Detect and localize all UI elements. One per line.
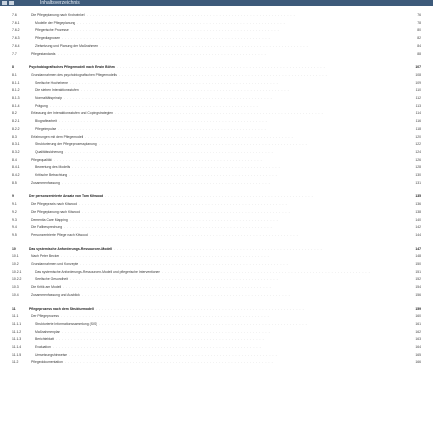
toc-dot-leader: . . . . . . . . . . . . . . . . . . . . . . . . . . . . . . . . . . . . . . . . . . . . . . . . . . . . . . . . . . . . . . . . . . . . (62, 180, 271, 185)
toc-entry-title: Pflegeimpulse (35, 126, 57, 131)
toc-dot-leader: . . . . . . . . . . . . . . . . . . . . . . . . . . . . . . . . . . . . . . . . . . . . . . . . . . . . . . . . . . . . . . . . . . . . (70, 277, 279, 282)
toc-entry[interactable] (12, 126, 421, 132)
toc-entry-title: Die Kritik am Modell (31, 285, 62, 290)
toc-entry-page: 126 (415, 157, 421, 162)
toc-entry-title: Bewertung des Modells (35, 165, 71, 170)
toc-entry[interactable] (12, 164, 421, 170)
toc-entry-page: 131 (415, 180, 421, 185)
toc-dot-leader: . . . . . . . . . . . . . . . . . . . . . . . . . . . . . . . . . . . . . . . . . . . . . . . . . . . . . . . . . . . . . . . . . . . . (69, 173, 278, 177)
toc-entry-title: Grundannahmen des psychobiografischen Pflegemodells (31, 72, 117, 77)
toc-entry[interactable] (12, 201, 421, 207)
toc-entry-number: 10.2.1 (12, 269, 22, 274)
toc-entry-page: 154 (415, 285, 421, 290)
toc-dot-leader: . . . . . . . . . . . . . . . . . . . . . . . . . . . . . . . . . . . . . . . . . . . . . . . . . . . . . . . . . . . . . . . . . . . . (99, 321, 308, 326)
toc-entry[interactable] (12, 95, 421, 101)
toc-entry[interactable] (12, 180, 421, 186)
toc-entry-number: 8.2.1 (12, 119, 20, 124)
toc-entry-number: 11.1.3 (12, 337, 22, 342)
toc-dot-leader: . . . . . . . . . . . . . . . . . . . . . . . . . . . . . . . . . . . . . . . . . . . . . . . . . . . . . . . . . . . . . . . . . . . . (53, 345, 262, 349)
toc-entry[interactable] (12, 72, 421, 78)
toc-entry-page: 150 (415, 262, 421, 266)
toc-entry[interactable] (12, 118, 421, 124)
toc-entry-title: Erfahrungen mit dem Pflegemodell (31, 134, 84, 139)
toc-dot-leader: . . . . . . . . . . . . . . . . . . . . . . . . . . . . . . . . . . . . . . . . . . . . . . . . . . . . . . . . . . . . . . . . . . . . (50, 103, 259, 108)
toc-entry[interactable] (12, 329, 421, 335)
toc-entry-title: Kritische Betrachtung (35, 173, 68, 177)
toc-entry[interactable] (12, 269, 421, 275)
toc-entry-page: 162 (415, 329, 421, 334)
toc-entry[interactable] (12, 284, 421, 290)
toc-dot-leader: . . . . . . . . . . . . . . . . . . . . . . . . . . . . . . . . . . . . . . . . . . . . . . . . . . . . . . . . . . . . . . . . . . . . (162, 269, 371, 274)
toc-entry-number: 10.4 (12, 292, 19, 297)
toc-entry[interactable] (12, 172, 421, 178)
toc-entry[interactable] (12, 80, 421, 86)
toc-entry-title: Dementia Care Mapping (31, 217, 68, 222)
toc-entry-page: 166 (415, 360, 421, 365)
window-titlebar (0, 0, 433, 6)
toc-entry-number: 8.1.2 (12, 88, 20, 93)
toc-entry-title: Seelische Hochebene (35, 80, 68, 85)
toc-entry-title: Die Pflegepraxis nach Kitwood (31, 202, 77, 207)
toc-entry-page: 82 (417, 36, 421, 41)
toc-dot-leader: . . . . . . . . . . . . . . . . . . . . . . . . . . . . . . . . . . . . . . . . . . . . . . . . . . . . . . . . . . . . . . . . . . . . (62, 329, 271, 334)
toc-entry-number: 7.6.2 (12, 28, 20, 33)
toc-entry-number: 8.2 (12, 111, 17, 116)
toc-entry-title: Personzentrierte Pflege nach Kitwood (31, 232, 88, 237)
toc-entry-title: Seelische Gesundheit (35, 277, 68, 282)
toc-entry-page: 112 (415, 96, 421, 100)
toc-entry-number: 11.1.5 (12, 352, 22, 357)
toc-entry-title: Pflegediagnosen (35, 36, 61, 41)
window-title: Inhaltsverzeichnis (40, 0, 80, 6)
toc-entry[interactable] (12, 149, 421, 155)
toc-entry-page: 109 (415, 80, 421, 85)
toc-entry[interactable] (12, 292, 421, 298)
menu-icon[interactable] (2, 1, 7, 5)
toc-entry-title: Der personzentrierte Ansatz von Tom Kitwood (29, 194, 104, 199)
toc-entry-title: Qualitätssicherung (35, 149, 64, 154)
toc-dot-leader: . . . . . . . . . . . . . . . . . . . . . . . . . . . . . . . . . . . . . . . . . . . . . . . . . . . . . . . . . . . . . . . . . . . . (90, 232, 299, 237)
toc-entry[interactable] (12, 87, 421, 93)
toc-dot-leader: . . . . . . . . . . . . . . . . . . . . . . . . . . . . . . . . . . . . . . . . . . . . . . . . . . . . . . . . . . . . . . . . . . . . (64, 96, 273, 100)
toc-entry-title: Zielsetzung und Planung der Maßnahmen (35, 43, 99, 48)
toc-entry-number: 10.1 (12, 254, 19, 259)
toc-dot-leader: . . . . . . . . . . . . . . . . . . . . . . . . . . . . . . . . . . . . . . . . . . . . . . . . . . . . . . . . . . . . . . . . . . . . (99, 142, 308, 147)
back-icon[interactable] (9, 1, 14, 5)
toc-entry-number: 9.2 (12, 209, 17, 214)
toc-entry-title: Normalitätsprinzip (35, 96, 63, 100)
toc-entry-page: 122 (415, 142, 421, 147)
toc-entry[interactable] (12, 209, 421, 215)
toc-entry-page: 165 (415, 352, 421, 357)
toc-entry[interactable] (12, 217, 421, 223)
toc-entry[interactable] (12, 253, 421, 259)
toc-entry[interactable] (12, 12, 421, 18)
toc-entry[interactable] (12, 51, 421, 57)
toc-dot-leader: . . . . . . . . . . . . . . . . . . . . . . . . . . . . . . . . . . . . . . . . . . . . . . . . . . . . . . . . . . . . . . . . . . . . (58, 51, 267, 56)
toc-entry-number: 9.1 (12, 202, 17, 207)
toc-dot-leader: . . . . . . . . . . . . . . . . . . . . . . . . . . . . . . . . . . . . . . . . . . . . . . . . . . . . . . . . . . . . . . . . . . . . (64, 225, 273, 230)
toc-dot-leader: . . . . . . . . . . . . . . . . . . . . . . . . . . . . . . . . . . . . . . . . . . . . . . . . . . . . . . . . . . . . . . . . . . . . (79, 202, 288, 207)
toc-entry[interactable] (12, 224, 421, 230)
toc-entry-number: 8.5 (12, 180, 17, 185)
toc-entry-title: Pflegeprozess nach dem Strukturmodell (29, 306, 94, 311)
toc-entry-title: Zusammenfassung (31, 180, 60, 185)
toc-entry[interactable] (12, 306, 421, 312)
toc-dot-leader: . . . . . . . . . . . . . . . . . . . . . . . . . . . . . . . . . . . . . . . . . . . . . . . . . . . . . . . . . . . . . . . . . . . . (117, 65, 326, 70)
toc-entry-page: 124 (415, 149, 421, 154)
toc-entry-page: 84 (417, 43, 421, 48)
toc-entry-number: 8.4.2 (12, 173, 20, 177)
toc-entry-number: 9.5 (12, 232, 17, 237)
toc-entry-number: 8.1.4 (12, 103, 20, 108)
toc-entry-title: Pflegequalität (31, 157, 52, 162)
toc-entry-title: Pflegerische Prozesse (35, 28, 69, 33)
toc-entry-title: Grundannahmen und Konzepte (31, 262, 79, 266)
toc-entry-number: 11 (12, 306, 16, 311)
toc-entry-page: 114 (415, 111, 421, 116)
toc-entry-number: 8.1 (12, 72, 17, 77)
toc-entry-number: 10.2 (12, 262, 19, 266)
toc-entry-number: 8 (12, 65, 14, 70)
toc-entry-number: 7.6.1 (12, 20, 20, 25)
toc-entry-number: 9.4 (12, 225, 17, 230)
toc-entry-page: 164 (415, 345, 421, 349)
toc-entry[interactable] (12, 134, 421, 140)
toc-entry[interactable] (12, 336, 421, 342)
toc-dot-leader: . . . . . . . . . . . . . . . . . . . . . . . . . . . . . . . . . . . . . . . . . . . . . . . . . . . . . . . . . . . . . . . . . . . . (56, 337, 265, 342)
toc-entry-number: 11.1.2 (12, 329, 22, 334)
toc-entry[interactable] (12, 43, 421, 49)
toc-entry-title: Prägung (35, 103, 48, 108)
toc-entry-number: 7.6.3 (12, 36, 20, 41)
toc-entry[interactable] (12, 276, 421, 282)
toc-entry-page: 161 (415, 321, 421, 326)
toc-entry-title: Pflegedokumentation (31, 360, 63, 365)
toc-dot-leader: . . . . . . . . . . . . . . . . . . . . . . . . . . . . . . . . . . . . . . . . . . . . . . . . . . . . . . . . . . . . . . . . . . . . (81, 88, 290, 93)
toc-dot-leader: . . . . . . . . . . . . . . . . . . . . . . . . . . . . . . . . . . . . . . . . . . . . . . . . . . . . . . . . . . . . . . . . . . . . (59, 119, 268, 124)
toc-entry[interactable] (12, 359, 421, 365)
toc-entry[interactable] (12, 232, 421, 238)
toc-entry-page: 113 (415, 103, 421, 108)
toc-entry-title: Berichteblatt (35, 337, 54, 342)
toc-dot-leader: . . . . . . . . . . . . . . . . . . . . . . . . . . . . . . . . . . . . . . . . . . . . . . . . . . . . . . . . . . . . . . . . . . . . (96, 306, 305, 311)
toc-entry[interactable] (12, 27, 421, 33)
toc-entry-page: 144 (415, 232, 421, 237)
toc-entry-page: 152 (415, 277, 421, 282)
toc-entry-page: 128 (415, 165, 421, 170)
toc-entry[interactable] (12, 35, 421, 41)
toc-entry-page: 130 (415, 173, 421, 177)
toc-entry-title: Maßnahmenplan (35, 329, 61, 334)
toc-entry-title: Das systemische Anforderungs-Ressourcen-Modell und pflegerische Interventionen (35, 269, 161, 274)
toc-entry-title: Biografiearbeit (35, 119, 57, 124)
toc-entry-number: 11.1.4 (12, 345, 22, 349)
toc-entry[interactable] (12, 246, 421, 252)
toc-entry-title: Der Pflegeprozess (31, 314, 59, 319)
toc-entry[interactable] (12, 261, 421, 267)
toc-entry-title: Die Pflegeplanung nach Kitwood (31, 209, 81, 214)
toc-entry-number: 9.3 (12, 217, 17, 222)
toc-dot-leader: . . . . . . . . . . . . . . . . . . . . . . . . . . . . . . . . . . . . . . . . . . . . . . . . . . . . . . . . . . . . . . . . . . . . (70, 217, 279, 222)
toc-entry-page: 108 (415, 72, 421, 77)
toc-entry-page: 156 (415, 292, 421, 297)
toc-entry[interactable] (12, 110, 421, 116)
toc-entry-number: 8.3 (12, 134, 17, 139)
toc-entry-title: Psychobiografisches Pflegemodell nach Erwin Böhm (29, 65, 115, 70)
toc-entry-number: 11.1.1 (12, 321, 22, 326)
toc-entry[interactable] (12, 313, 421, 319)
toc-dot-leader: . . . . . . . . . . . . . . . . . . . . . . . . . . . . . . . . . . . . . . . . . . . . . . . . . . . . . . . . . . . . . . . . . . . . (61, 254, 270, 259)
toc-dot-leader: . . . . . . . . . . . . . . . . . . . . . . . . . . . . . . . . . . . . . . . . . . . . . . . . . . . . . . . . . . . . . . . . . . . . (70, 80, 279, 85)
toc-entry-page: 88 (417, 51, 421, 56)
toc-entry-page: 159 (415, 306, 421, 311)
toc-entry-page: 148 (415, 254, 421, 259)
toc-entry[interactable] (12, 103, 421, 109)
toc-entry[interactable] (12, 344, 421, 350)
toc-entry[interactable] (12, 321, 421, 327)
toc-dot-leader: . . . . . . . . . . . . . . . . . . . . . . . . . . . . . . . . . . . . . . . . . . . . . . . . . . . . . . . . . . . . . . . . . . . . (87, 13, 296, 17)
toc-entry-page: 160 (415, 314, 421, 319)
toc-entry-title: Erfassung der Interaktionsstufen und Copingstrategien (31, 111, 113, 116)
toc-entry-page: 163 (415, 337, 421, 342)
toc-entry-title: Das systemische Anforderungs-Ressourcen-Modell (29, 246, 113, 251)
toc-entry-page: 110 (415, 88, 421, 93)
toc-entry[interactable] (12, 352, 421, 358)
toc-entry[interactable] (12, 141, 421, 147)
toc-entry[interactable] (12, 64, 421, 70)
toc-entry-title: Strukturierung der Pflegeprozessplanung (35, 142, 97, 147)
toc-dot-leader: . . . . . . . . . . . . . . . . . . . . . . . . . . . . . . . . . . . . . . . . . . . . . . . . . . . . . . . . . . . . . . . . . . . . (58, 126, 267, 131)
toc-entry-number: 8.4 (12, 157, 17, 162)
toc-entry-title: Umsetzungshinweise (35, 352, 68, 357)
toc-entry-number: 10 (12, 246, 16, 251)
toc-entry-page: 140 (415, 217, 421, 222)
toc-entry-number: 8.2.2 (12, 126, 20, 131)
toc-entry-number: 10.3 (12, 285, 19, 290)
toc-entry-page: 151 (415, 269, 421, 274)
toc-entry-page: 120 (415, 134, 421, 139)
toc-dot-leader: . . . . . . . . . . . . . . . . . . . . . . . . . . . . . . . . . . . . . . . . . . . . . . . . . . . . . . . . . . . . . . . . . . . . (119, 72, 328, 77)
toc-entry-page: 107 (415, 65, 421, 70)
toc-dot-leader: . . . . . . . . . . . . . . . . . . . . . . . . . . . . . . . . . . . . . . . . . . . . . . . . . . . . . . . . . . . . . . . . . . . . (69, 352, 278, 357)
toc-entry-title: Die Pflegeplanung nach Krohwinkel (31, 13, 85, 17)
toc-dot-leader: . . . . . . . . . . . . . . . . . . . . . . . . . . . . . . . . . . . . . . . . . . . . . . . . . . . . . . . . . . . . . . . . . . . . (54, 157, 263, 162)
toc-entry-number: 7.6.4 (12, 43, 20, 48)
toc-entry-number: 8.1.3 (12, 96, 20, 100)
toc-entry-title: Die sieben Interaktionsstufen (35, 88, 79, 93)
toc-entry-title: Modelle der Pflegeplanung (35, 20, 76, 25)
toc-entry-number: 10.2.2 (12, 277, 22, 282)
toc-entry[interactable] (12, 157, 421, 163)
toc-dot-leader: . . . . . . . . . . . . . . . . . . . . . . . . . . . . . . . . . . . . . . . . . . . . . . . . . . . . . . . . . . . . . . . . . . . . (85, 134, 294, 139)
toc-entry-number: 9 (12, 194, 14, 199)
toc-entry-page: 138 (415, 209, 421, 214)
toc-dot-leader: . . . . . . . . . . . . . . . . . . . . . . . . . . . . . . . . . . . . . . . . . . . . . . . . . . . . . . . . . . . . . . . . . . . . (65, 149, 274, 154)
toc-entry-page: 135 (415, 194, 421, 199)
toc-dot-leader: . . . . . . . . . . . . . . . . . . . . . . . . . . . . . . . . . . . . . . . . . . . . . . . . . . . . . . . . . . . . . . . . . . . . (61, 314, 270, 319)
toc-dot-leader: . . . . . . . . . . . . . . . . . . . . . . . . . . . . . . . . . . . . . . . . . . . . . . . . . . . . . . . . . . . . . . . . . . . . (71, 28, 280, 33)
toc-dot-leader: . . . . . . . . . . . . . . . . . . . . . . . . . . . . . . . . . . . . . . . . . . . . . . . . . . . . . . . . . . . . . . . . . . . . (115, 111, 324, 116)
toc-entry-number: 11.1 (12, 314, 19, 319)
toc-entry-page: 80 (417, 28, 421, 33)
toc-entry-number: 8.3.1 (12, 142, 20, 147)
toc-entry-page: 78 (417, 20, 421, 25)
toc-dot-leader: . . . . . . . . . . . . . . . . . . . . . . . . . . . . . . . . . . . . . . . . . . . . . . . . . . . . . . . . . . . . . . . . . . . . (114, 246, 323, 251)
toc-entry-number: 8.1.1 (12, 80, 20, 85)
toc-dot-leader: . . . . . . . . . . . . . . . . . . . . . . . . . . . . . . . . . . . . . . . . . . . . . . . . . . . . . . . . . . . . . . . . . . . . (100, 43, 309, 48)
toc-entry-page: 116 (415, 119, 421, 124)
toc-entry-page: 136 (415, 202, 421, 207)
toc-entry-number: 11.2 (12, 360, 19, 365)
toc-entry-page: 118 (415, 126, 421, 131)
toc-dot-leader: . . . . . . . . . . . . . . . . . . . . . . . . . . . . . . . . . . . . . . . . . . . . . . . . . . . . . . . . . . . . . . . . . . . . (65, 360, 274, 365)
toc-entry-number: 7.6 (12, 13, 17, 17)
toc-dot-leader: . . . . . . . . . . . . . . . . . . . . . . . . . . . . . . . . . . . . . . . . . . . . . . . . . . . . . . . . . . . . . . . . . . . . (105, 194, 314, 199)
toc-dot-leader: . . . . . . . . . . . . . . . . . . . . . . . . . . . . . . . . . . . . . . . . . . . . . . . . . . . . . . . . . . . . . . . . . . . . (72, 165, 281, 170)
toc-dot-leader: . . . . . . . . . . . . . . . . . . . . . . . . . . . . . . . . . . . . . . . . . . . . . . . . . . . . . . . . . . . . . . . . . . . . (77, 20, 286, 25)
toc-entry[interactable] (12, 193, 421, 199)
toc-dot-leader: . . . . . . . . . . . . . . . . . . . . . . . . . . . . . . . . . . . . . . . . . . . . . . . . . . . . . . . . . . . . . . . . . . . . (82, 292, 291, 297)
toc-entry-title: Nach Peter Becker (31, 254, 60, 259)
toc-entry-page: 76 (417, 13, 421, 17)
toc-entry[interactable] (12, 20, 421, 26)
toc-entry-title: Evaluation (35, 345, 51, 349)
toc-entry-number: 7.7 (12, 51, 17, 56)
toc-entry-page: 147 (415, 246, 421, 251)
toc-dot-leader: . . . . . . . . . . . . . . . . . . . . . . . . . . . . . . . . . . . . . . . . . . . . . . . . . . . . . . . . . . . . . . . . . . . . (62, 36, 271, 41)
toc-dot-leader: . . . . . . . . . . . . . . . . . . . . . . . . . . . . . . . . . . . . . . . . . . . . . . . . . . . . . . . . . . . . . . . . . . . . (80, 262, 289, 266)
toc-entry-title: Strukturierte Informationssammlung (SIS) (35, 321, 98, 326)
toc-entry-number: 8.4.1 (12, 165, 20, 170)
toc-dot-leader: . . . . . . . . . . . . . . . . . . . . . . . . . . . . . . . . . . . . . . . . . . . . . . . . . . . . . . . . . . . . . . . . . . . . (63, 285, 272, 290)
toc-entry-title: Pflegestandards (31, 51, 56, 56)
toc-entry-title: Die Fallbesprechung (31, 225, 63, 230)
toc-dot-leader: . . . . . . . . . . . . . . . . . . . . . . . . . . . . . . . . . . . . . . . . . . . . . . . . . . . . . . . . . . . . . . . . . . . . (82, 209, 291, 214)
toc-entry-number: 8.3.2 (12, 149, 20, 154)
toc-entry-page: 142 (415, 225, 421, 230)
toc-entry-title: Zusammenfassung und Ausblick (31, 292, 80, 297)
toc-page (0, 10, 433, 433)
